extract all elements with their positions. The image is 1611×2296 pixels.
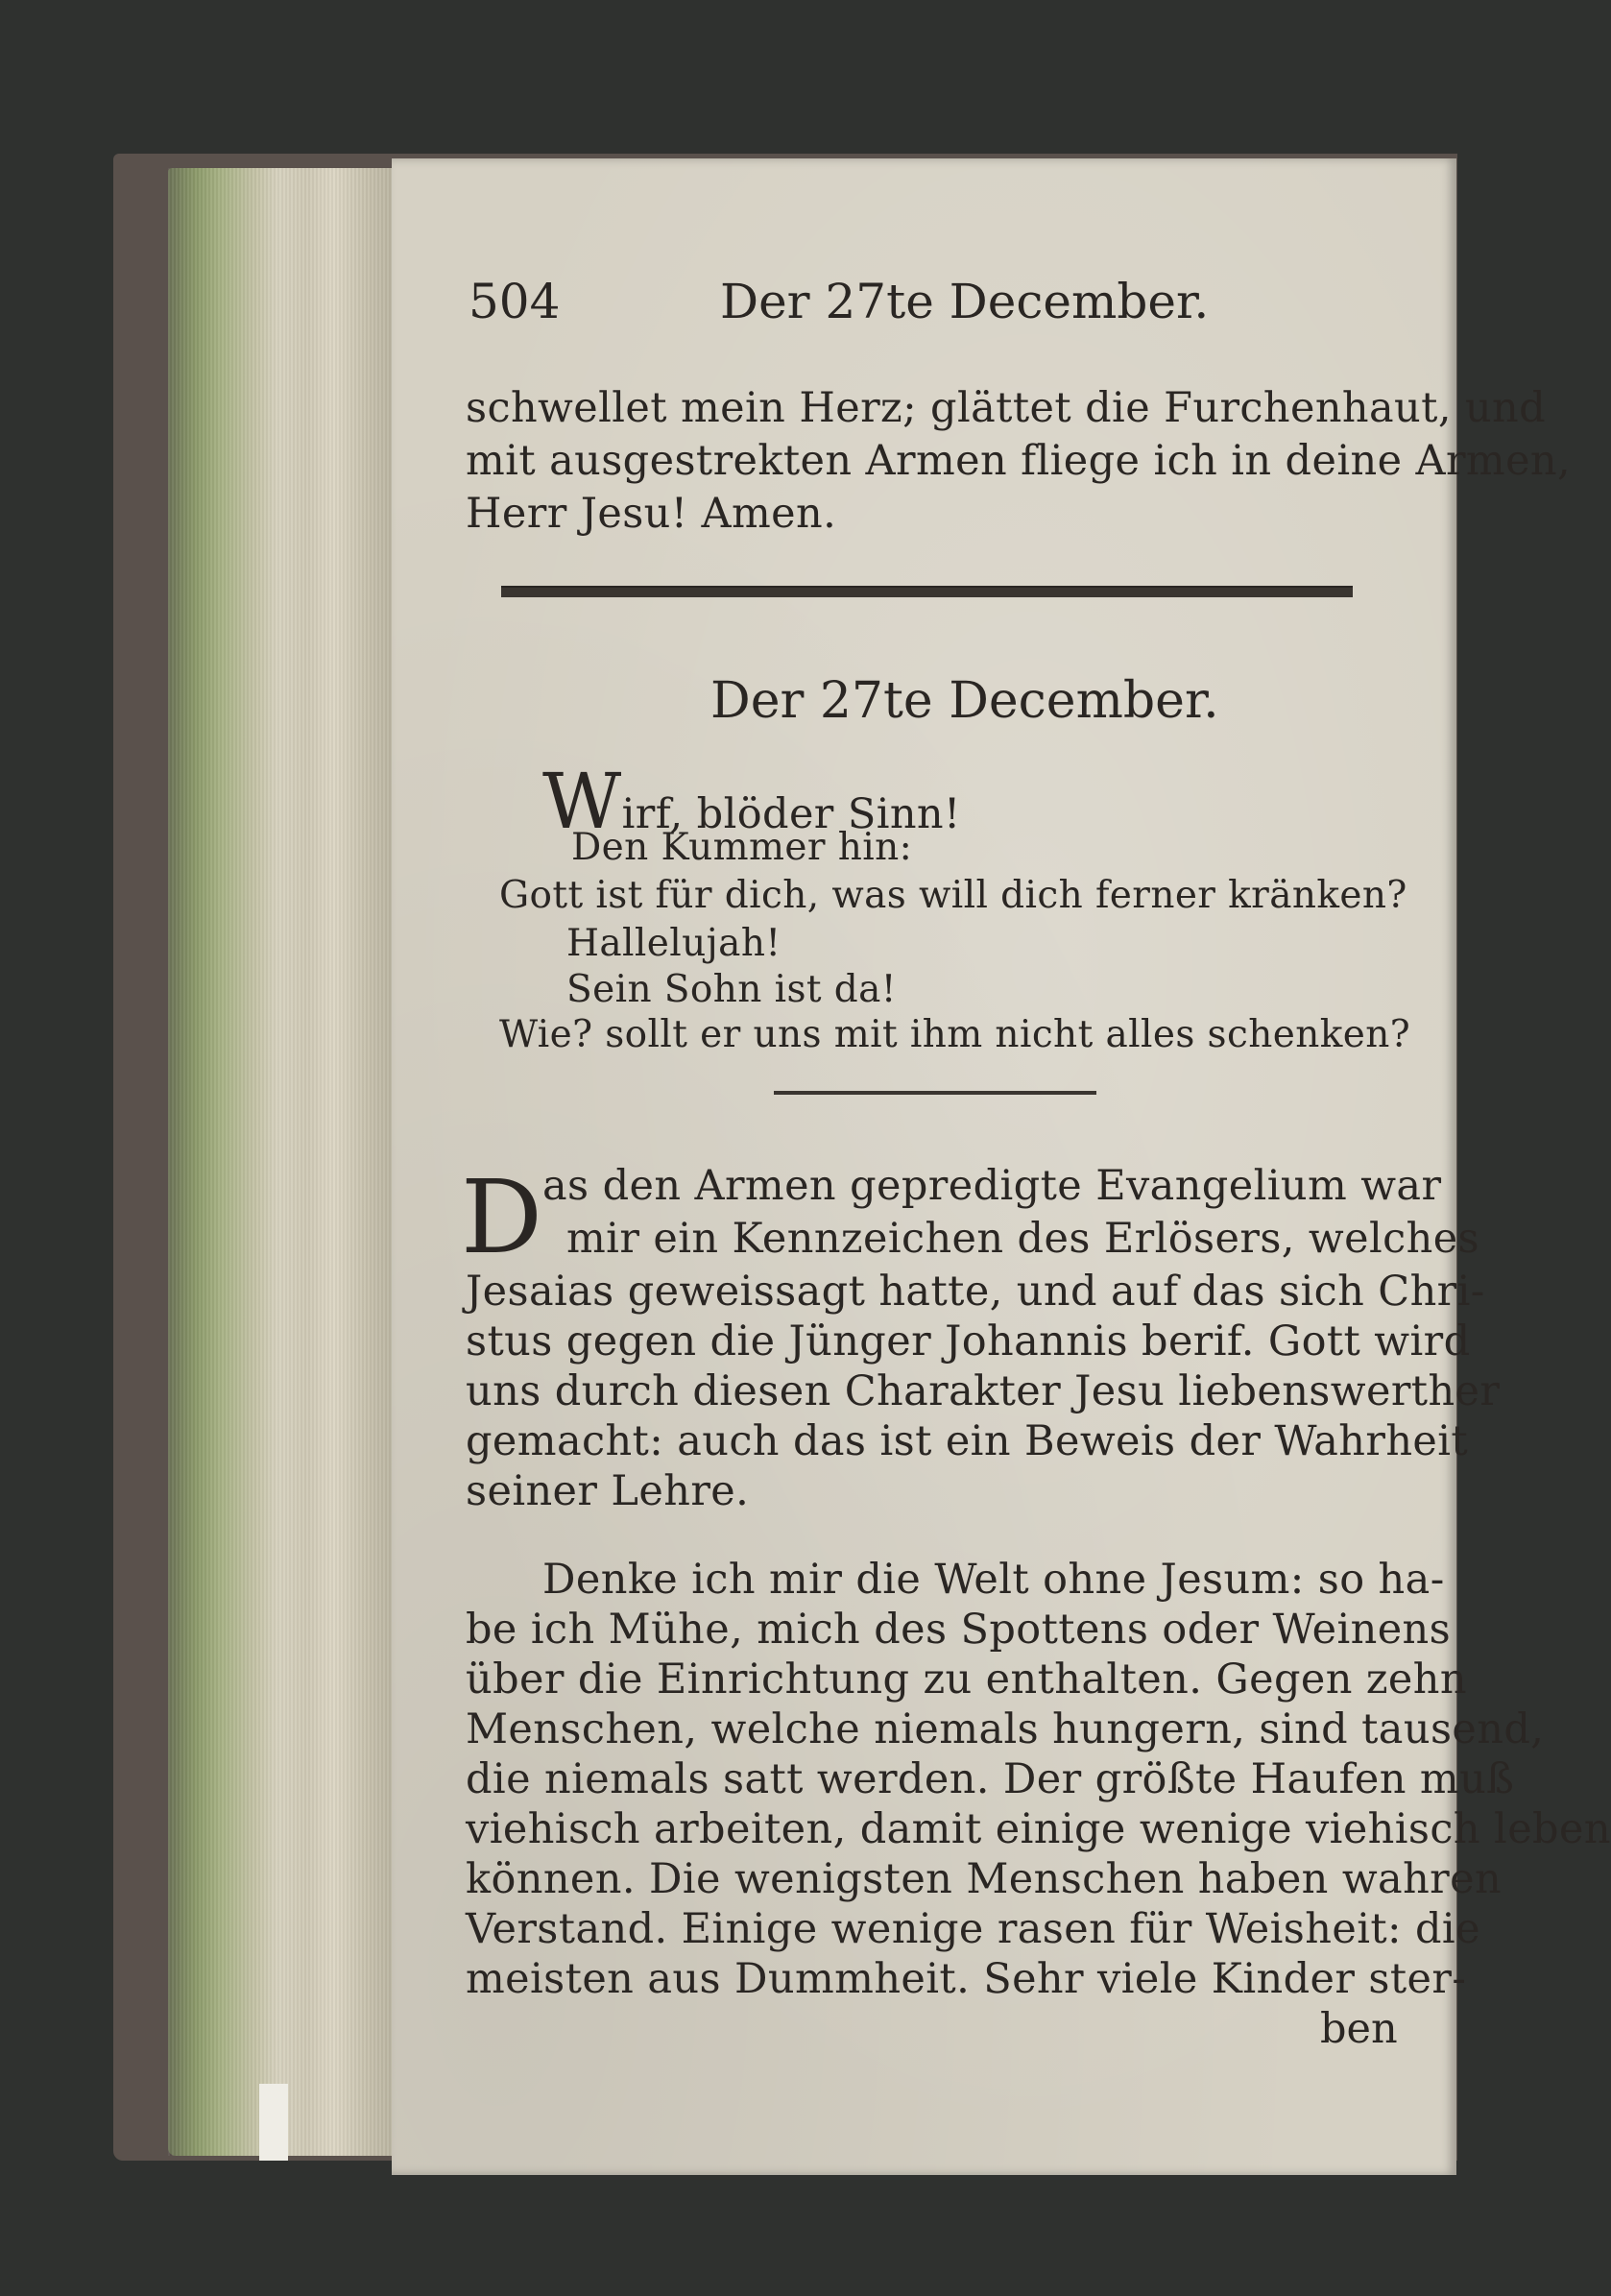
verse-line: Sein Sohn ist da!	[566, 968, 897, 1011]
section-divider	[501, 586, 1353, 597]
paragraph-line: meisten aus Dummheit. Sehr viele Kinder ster-	[466, 1955, 1467, 2003]
paragraph-line: viehisch arbeiten, damit einige wenige viehisch leben	[466, 1805, 1611, 1853]
paragraph-line: mir ein Kennzeichen des Erlösers, welches	[566, 1215, 1480, 1263]
verse-line: Gott ist für dich, was will dich ferner kränken?	[499, 874, 1407, 917]
verse-line: Wie? sollt er uns mit ihm nicht alles schenken?	[499, 1013, 1411, 1056]
page-edges	[168, 168, 398, 2156]
verse-line: Hallelujah!	[566, 922, 781, 965]
catchword: ben	[1320, 2005, 1398, 2053]
paragraph-line: die niemals satt werden. Der größte Haufen muß	[466, 1755, 1515, 1803]
paragraph-line: können. Die wenigsten Menschen haben wahren	[466, 1855, 1503, 1903]
paragraph-line: be ich Mühe, mich des Spottens oder Weinens	[466, 1606, 1452, 1654]
paragraph-line: gemacht: auch das ist ein Beweis der Wahrheit	[466, 1417, 1469, 1465]
paragraph-line: Menschen, welche niemals hungern, sind tausend,	[466, 1705, 1545, 1753]
paragraph-line: Jesaias geweissagt hatte, und auf das sich Chri-	[466, 1268, 1485, 1316]
verse-line: Den Kummer hin:	[571, 826, 913, 869]
prayer-line: Herr Jesu! Amen.	[466, 490, 837, 538]
prayer-line: mit ausgestrekten Armen fliege ich in deine Armen,	[466, 437, 1572, 485]
paragraph-line: seiner Lehre.	[466, 1467, 750, 1515]
paragraph-line: as den Armen gepredigte Evangelium war	[542, 1162, 1442, 1210]
paragraph-line: Denke ich mir die Welt ohne Jesum: so ha-	[542, 1556, 1445, 1604]
prayer-line: schwellet mein Herz; glättet die Furchenhaut, und	[466, 384, 1547, 432]
paragraph-line: stus gegen die Jünger Johannis berif. Gott wird	[466, 1317, 1471, 1366]
bookmark-slip	[259, 2084, 288, 2161]
paragraph-line: Verstand. Einige wenige rasen für Weisheit: die	[466, 1905, 1480, 1953]
section-heading: Der 27te December.	[710, 672, 1219, 730]
page-number: 504	[469, 274, 561, 329]
verse-line-text: irf, blöder Sinn!	[621, 790, 961, 838]
verse-initial: W	[542, 757, 622, 846]
running-title: Der 27te December.	[720, 274, 1210, 329]
paragraph-line: über die Einrichtung zu enthalten. Gegen zehn	[466, 1656, 1467, 1704]
paragraph-line: uns durch diesen Charakter Jesu liebenswerther	[466, 1367, 1501, 1415]
verse-divider	[774, 1091, 1096, 1095]
drop-cap: D	[461, 1158, 542, 1276]
